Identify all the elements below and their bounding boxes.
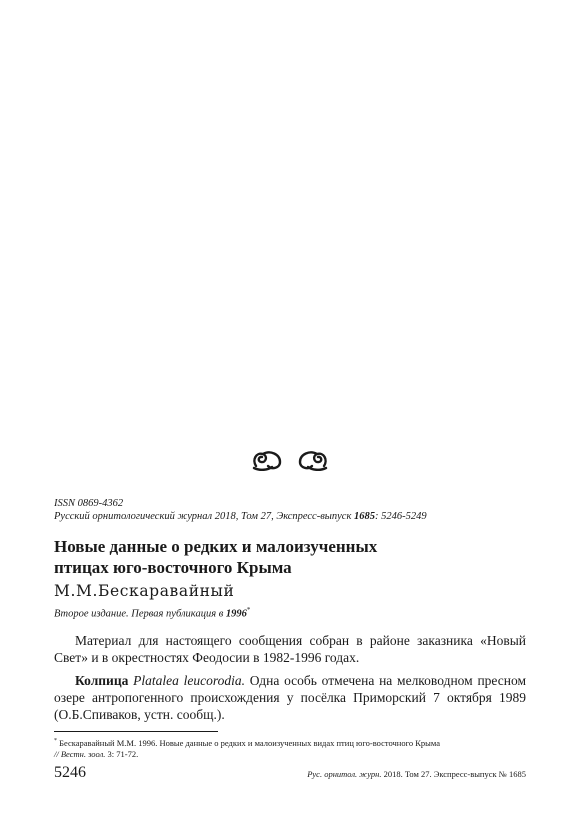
edition-note <box>54 606 250 620</box>
footnote-marker: * <box>54 738 57 744</box>
author-name: М.М.Бескаравайный <box>54 582 235 600</box>
fleuron-pair-icon <box>250 446 330 474</box>
footer-issue: 2018. Том 27. Экспресс-выпуск № 1685 <box>381 769 526 779</box>
journal-citation-text: Русский орнитологический журнал 2018, Том 27, Экспресс-выпуск <box>54 511 354 522</box>
article-title <box>54 536 524 578</box>
article-title-line: птицах юго-восточного Крыма <box>54 558 292 577</box>
footer-journal: Рус. орнитол. журн. <box>307 769 382 779</box>
body-paragraph <box>54 672 526 723</box>
footnote-text: Бескаравайный М.М. 1996. Новые данные о редких и малоизученных видах птиц юго-восточного Крыма <box>57 737 440 748</box>
edition-year: 1996 <box>225 608 247 620</box>
issue-number: 1685 <box>354 511 375 522</box>
footnote-source: // Вестн. зоол. <box>54 748 106 759</box>
running-footer <box>307 769 526 779</box>
footnote-source-pages: 3: 71-72. <box>105 748 139 759</box>
page-range: : 5246-5249 <box>375 511 427 522</box>
page-number: 5246 <box>54 764 86 781</box>
edition-text: Второе издание. Первая публикация в <box>54 608 226 620</box>
footnote <box>54 736 526 760</box>
issn-line: ISSN 0869-4362 <box>54 498 124 509</box>
footnote-marker: * <box>246 606 251 614</box>
species-name: Колпица <box>75 673 129 688</box>
paragraph-text: Одна особь отмечена на мелководном пресном озере антропогенного происхождения у посёлка Приморский 7 октября 1989 (О.Б.Спиваков, устн. сообщ.). <box>54 673 527 722</box>
footnote-divider <box>54 731 218 732</box>
journal-citation <box>54 510 427 523</box>
species-latin-name: Platalea leucorodia. <box>133 673 245 688</box>
article-title-line: Новые данные о редких и малоизученных <box>54 537 378 556</box>
body-paragraph: Материал для настоящего сообщения собран в районе заказника «Новый Свет» и в окрестностях Феодосии в 1982-1996 годах. <box>54 633 526 665</box>
